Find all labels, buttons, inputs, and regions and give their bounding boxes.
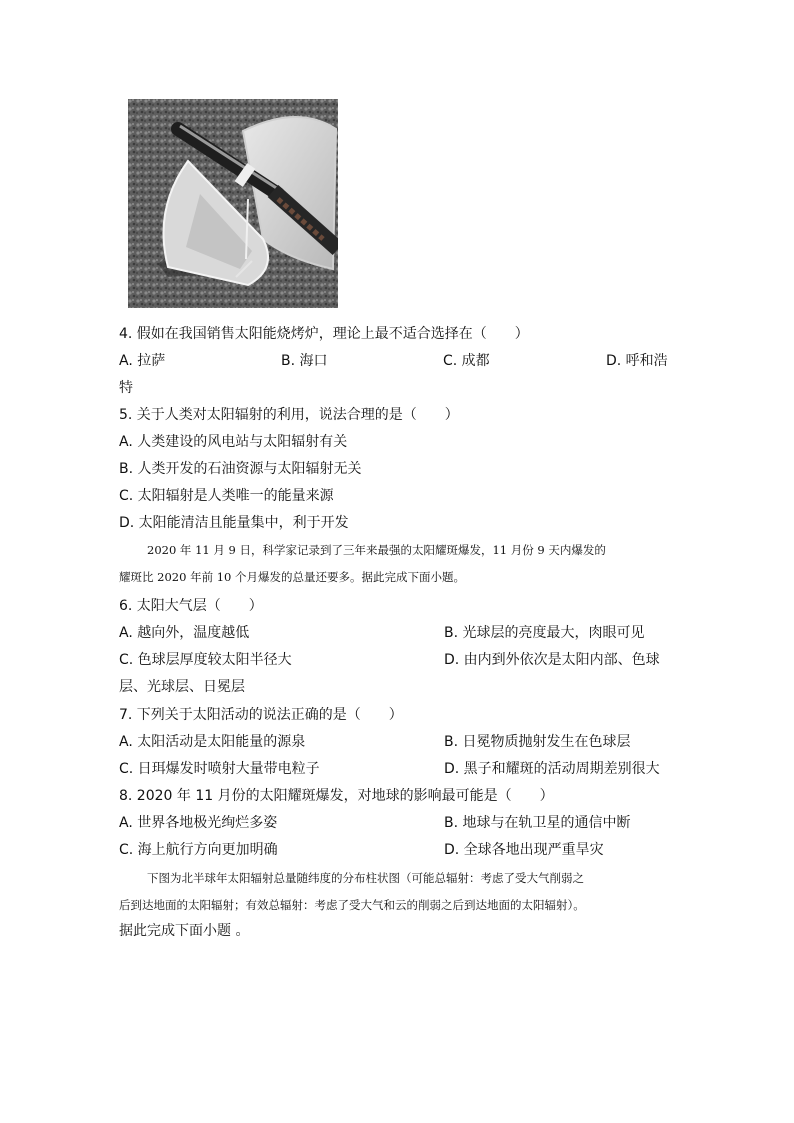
question-8-option-b: B. 地球与在轨卫星的通信中断 [444,815,631,831]
question-5-option-d: D. 太阳能清洁且能量集中，利于开发 [119,515,349,531]
question-6-option-c: C. 色球层厚度较太阳半径大 [119,652,292,668]
question-8-option-d: D. 全球各地出现严重旱灾 [444,842,604,858]
question-4-stem: 4. 假如在我国销售太阳能烧烤炉，理论上最不适合选择在（ ） [119,326,529,342]
passage-2-line-2: 后到达地面的太阳辐射；有效总辐射：考虑了受大气和云的削弱之后到达地面的太阳辐射）。 [119,898,585,912]
question-7-option-d: D. 黑子和耀斑的活动周期差别很大 [444,761,660,777]
question-8-stem: 8. 2020 年 11 月份的太阳耀斑爆发，对地球的影响最可能是（ ） [119,788,554,804]
solar-cooker-photo [128,99,338,308]
question-6-option-d: D. 由内到外依次是太阳内部、色球 [444,652,660,668]
question-7-option-c: C. 日珥爆发时喷射大量带电粒子 [119,761,320,777]
question-7-option-a: A. 太阳活动是太阳能量的源泉 [119,734,306,750]
passage-2-line-3: 据此完成下面小题 。 [119,923,250,939]
question-6-option-a: A. 越向外，温度越低 [119,625,250,641]
question-7-stem: 7. 下列关于太阳活动的说法正确的是（ ） [119,707,403,723]
question-4-option-a: A. 拉萨 [119,353,166,369]
question-8-option-a: A. 世界各地极光绚烂多姿 [119,815,278,831]
passage-1-line-2: 耀斑比 2020 年前 10 个月爆发的总量还要多。据此完成下面小题。 [119,570,466,584]
passage-1-line-1: 2020 年 11 月 9 日，科学家记录到了三年来最强的太阳耀斑爆发，11 月份 9 天内爆发的 [147,543,606,557]
question-4-option-c: C. 成都 [443,353,490,369]
question-4-option-d-wrap: 特 [119,380,133,396]
question-6-option-b: B. 光球层的亮度最大，肉眼可见 [444,625,645,641]
question-5-stem: 5. 关于人类对太阳辐射的利用，说法合理的是（ ） [119,407,459,423]
question-8-option-c: C. 海上航行方向更加明确 [119,842,278,858]
question-6-option-d-wrap: 层、光球层、日冕层 [119,679,245,695]
question-7-option-b: B. 日冕物质抛射发生在色球层 [444,734,631,750]
question-5-option-b: B. 人类开发的石油资源与太阳辐射无关 [119,461,362,477]
passage-2-line-1: 下图为北半球年太阳辐射总量随纬度的分布柱状图（可能总辐射：考虑了受大气削弱之 [147,871,584,885]
question-5-option-c: C. 太阳辐射是人类唯一的能量来源 [119,488,334,504]
question-4-option-d: D. 呼和浩 [606,353,668,369]
question-5-option-a: A. 人类建设的风电站与太阳辐射有关 [119,434,348,450]
question-6-stem: 6. 太阳大气层（ ） [119,598,263,614]
question-4-option-b: B. 海口 [281,353,328,369]
